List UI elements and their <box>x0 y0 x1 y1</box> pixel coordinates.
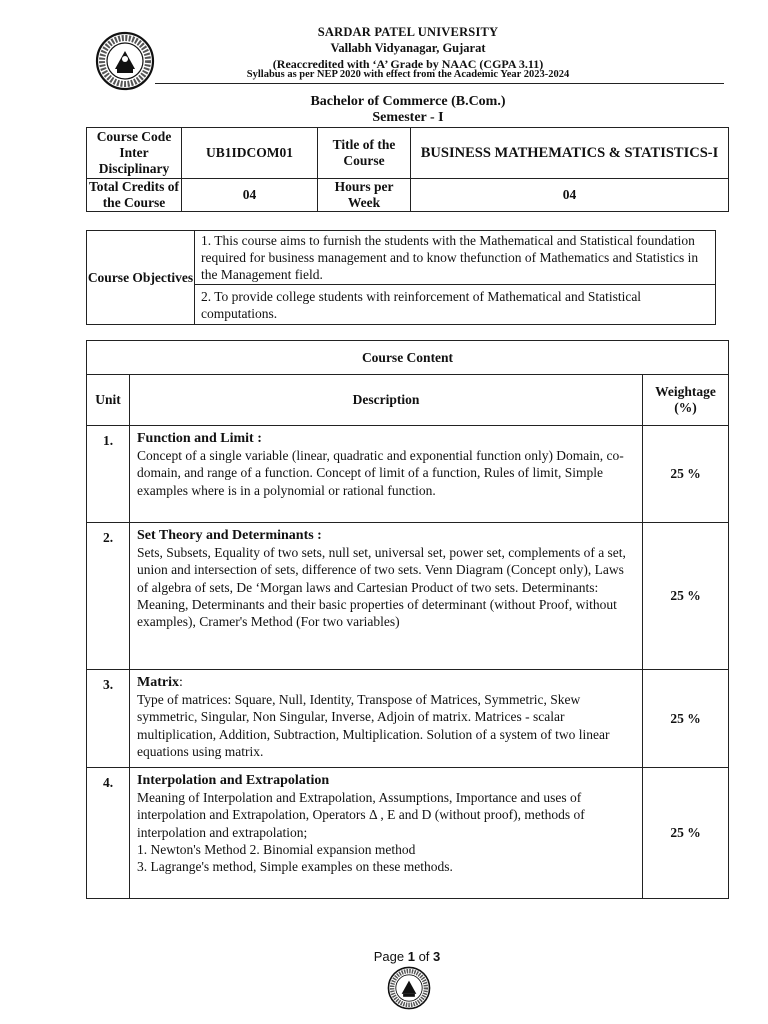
description-column-header: Description <box>130 375 643 426</box>
unit-weightage: 25 % <box>643 768 729 899</box>
unit-body: Meaning of Interpolation and Extrapolation, Assumptions, Importance and uses of interpolation and Extrapolation, Operators Δ , E and D (without proof), methods of interpolation and extrapolation; <box>137 790 585 840</box>
total-credits-label: Total Credits of the Course <box>87 179 182 212</box>
course-code-label: Course Code Inter Disciplinary <box>87 128 182 179</box>
document-header <box>0 0 768 92</box>
course-objectives-table <box>86 230 716 325</box>
accreditation-note: (Reaccredited with ‘A’ Grade by NAAC (CGPA 3.11) <box>272 57 544 71</box>
semester-title: Semester - I <box>372 110 444 125</box>
page-of: of <box>418 949 430 964</box>
table-row <box>87 523 729 670</box>
university-name: SARDAR PATEL UNIVERSITY <box>317 25 499 39</box>
footer-university-logo-icon <box>387 966 431 1010</box>
syllabus-note: Syllabus as per NEP 2020 with effect from the Academic Year 2023-2024 <box>246 69 570 80</box>
unit-number: 4. <box>87 768 130 899</box>
course-title-label: Title of the Course <box>318 128 411 179</box>
unit-title-text: Matrix <box>137 675 179 690</box>
page-number <box>0 949 768 964</box>
page-word: Page <box>373 949 405 964</box>
unit-column-header: Unit <box>87 375 130 426</box>
unit-number: 3. <box>87 670 130 768</box>
objectives-label: Course Objectives <box>87 231 195 325</box>
unit-body: Concept of a single variable (linear, quadratic and exponential function only) Domain, co-domain, and range of a function. Concept of limit of a function, Rules of limit, Simple examples where is in a polynomial or rational function. <box>137 448 624 498</box>
university-logo-icon <box>95 31 155 91</box>
unit-list-item: 1. Newton's Method 2. Binomial expansion method <box>137 841 416 857</box>
unit-list-item: 3. Lagrange's method, Simple examples on these methods. <box>137 859 453 875</box>
unit-number: 1. <box>87 426 130 523</box>
page-current: 1 <box>407 949 415 964</box>
page-total: 3 <box>433 949 441 964</box>
unit-weightage: 25 % <box>643 426 729 523</box>
unit-body: Sets, Subsets, Equality of two sets, null set, universal set, power set, complements of a set, union and intersection of sets, difference of two sets. Venn Diagram (Concept only), Laws of algebra of sets, De ‘Morgan laws and Cartesian Product of two sets. Determinants: Meaning, Determinants and their basic properties of determinant (without Proof, without examples), Cramer's Method (For two variables) <box>137 545 626 630</box>
unit-description <box>130 426 643 523</box>
total-credits-value: 04 <box>182 179 318 212</box>
unit-body: Type of matrices: Square, Null, Identity, Transpose of Matrices, Symmetric, Skew symmetric, Singular, Non Singular, Inverse, Adjoin of matrix. Matrices - scalar multiplication, Addition, Subtraction, Multiplication. Solution of a system of two linear equations using matrix. <box>137 692 610 759</box>
objective-item: 2. To provide college students with reinforcement of Mathematical and Statistical computations. <box>195 285 716 325</box>
unit-title-suffix: : <box>178 675 183 690</box>
unit-description <box>130 523 643 670</box>
unit-title: Set Theory and Determinants : <box>137 528 322 543</box>
course-code-value: UB1IDCOM01 <box>182 128 318 179</box>
course-info-table <box>86 127 729 212</box>
unit-weightage: 25 % <box>643 523 729 670</box>
university-location: Vallabh Vidyanagar, Gujarat <box>330 41 486 55</box>
weightage-column-header: Weightage (%) <box>643 375 729 426</box>
table-row <box>87 768 729 899</box>
unit-title: Interpolation and Extrapolation <box>137 773 330 788</box>
course-content-title: Course Content <box>87 341 729 375</box>
table-row <box>87 426 729 523</box>
objective-item: 1. This course aims to furnish the students with the Mathematical and Statistical foundation required for business management and to know thefunction of Mathematics and Statistics in the Management field. <box>195 231 716 285</box>
unit-weightage: 25 % <box>643 670 729 768</box>
programme-title: Bachelor of Commerce (B.Com.) <box>310 94 506 109</box>
course-title-value: BUSINESS MATHEMATICS & STATISTICS-I <box>411 128 729 179</box>
hours-per-week-value: 04 <box>411 179 729 212</box>
hours-per-week-label: Hours per Week <box>318 179 411 212</box>
unit-title <box>137 674 636 691</box>
unit-description <box>130 768 643 899</box>
unit-description <box>130 670 643 768</box>
course-content-table <box>86 340 729 899</box>
unit-number: 2. <box>87 523 130 670</box>
unit-title: Function and Limit : <box>137 431 262 446</box>
table-row <box>87 670 729 768</box>
header-divider <box>155 83 724 84</box>
